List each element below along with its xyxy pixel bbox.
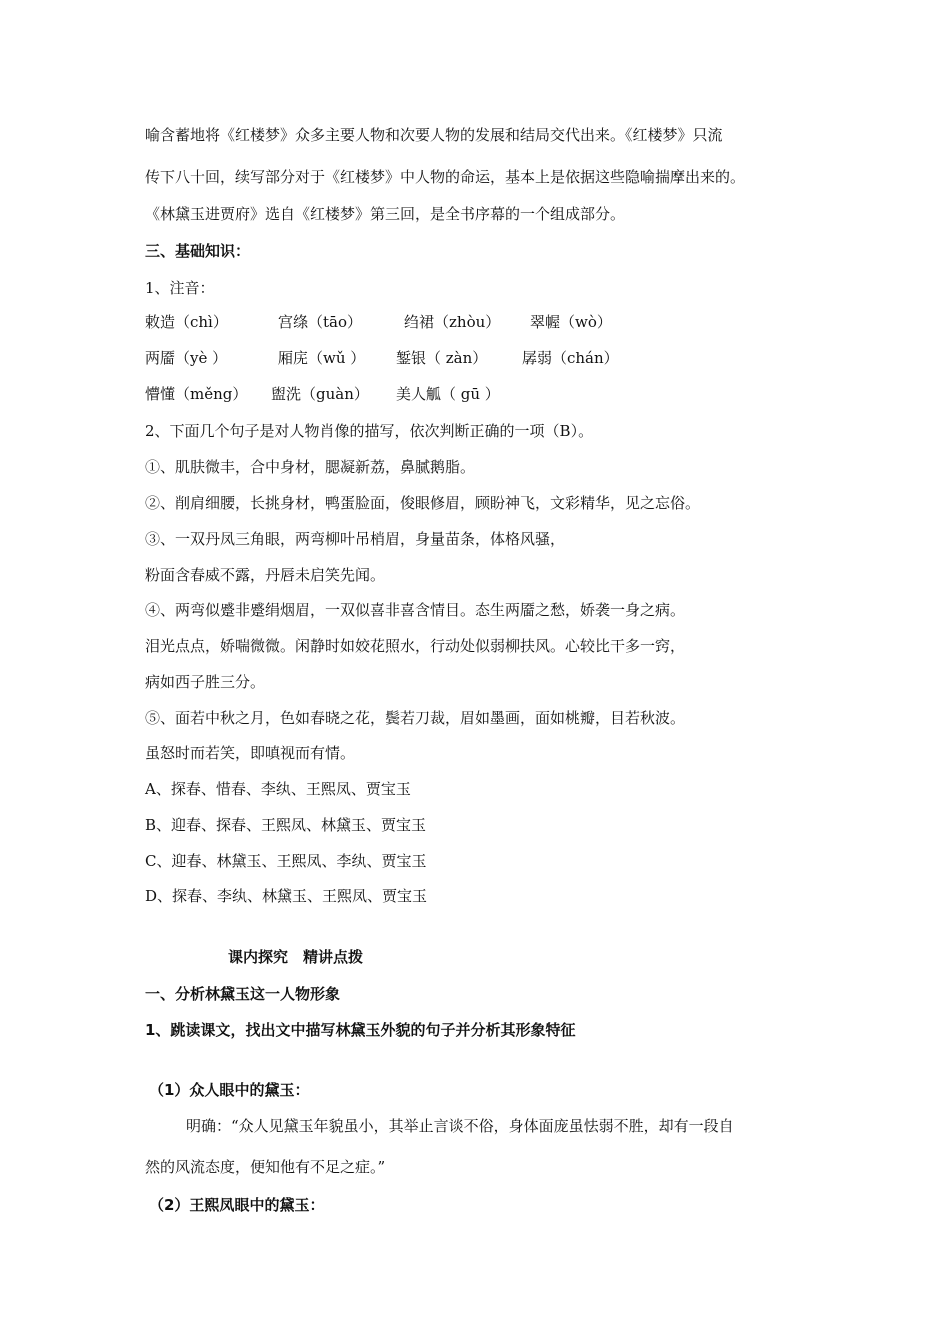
pinyin-item: 盥洗（guàn） [271,385,369,403]
task-heading: 1、跳读课文，找出文中描写林黛玉外貌的句子并分析其形象特征 [145,1021,576,1039]
sub-heading-2: （2）王熙凤眼中的黛玉： [149,1196,325,1214]
basics-heading: 三、基础知识： [145,242,251,260]
option-b: B、迎春、探春、王熙凤、林黛玉、贾宝玉 [145,816,427,834]
answer-line: 明确：“众人见黛玉年貌虽小，其举止言谈不俗，身体面庞虽怯弱不胜，却有一段自 [186,1117,734,1135]
pinyin-item: 美人觚（ gū ） [396,385,500,403]
description-line: ①、肌肤微丰，合中身材，腮凝新荔，鼻腻鹅脂。 [145,458,476,476]
pinyin-item: 宫绦（tāo） [278,313,363,331]
question-2: 2、下面几个句子是对人物肖像的描写，依次判断正确的一项（B）。 [145,422,594,440]
pinyin-item: 翠幄（wò） [530,313,612,331]
option-c: C、迎春、林黛玉、王熙凤、李纨、贾宝玉 [145,852,427,870]
description-line: ②、削肩细腰，长挑身材，鸭蛋脸面，俊眼修眉，顾盼神飞，文彩精华，见之忘俗。 [145,494,701,512]
answer-line: 然的风流态度，便知他有不足之症。” [145,1158,386,1176]
description-line: 泪光点点，娇喘微微。闲静时如姣花照水，行动处似弱柳扶风。心较比干多一窍， [145,637,686,655]
intro-line-3: 《林黛玉进贾府》选自《红楼梦》第三回，是全书序幕的一个组成部分。 [145,205,626,223]
intro-line-2: 传下八十回，续写部分对于《红楼梦》中人物的命运，基本上是依据这些隐喻揣摩出来的。 [145,168,746,186]
pinyin-item: 錾银（ zàn） [396,349,488,367]
analysis-heading: 一、分析林黛玉这一人物形象 [145,985,341,1003]
option-a: A、探春、惜春、李纨、王熙凤、贾宝玉 [145,780,411,798]
sub-heading-1: （1）众人眼中的黛玉： [149,1081,310,1099]
intro-line-1: 喻含蓄地将《红楼梦》众多主要人物和次要人物的发展和结局交代出来。《红楼梦》只流 [145,126,723,144]
pinyin-item: 懵懂（měng） [145,385,248,403]
description-line: 虽怒时而若笑，即嗔视而有情。 [145,744,356,762]
pinyin-heading: 1、注音： [145,279,215,297]
description-line: 病如西子胜三分。 [145,673,266,691]
pinyin-item: 孱弱（chán） [522,349,619,367]
description-line: ④、两弯似蹙非蹙绢烟眉，一双似喜非喜含情目。态生两靥之愁，娇袭一身之病。 [145,601,686,619]
pinyin-item: 厢庑（wǔ ） [278,349,366,367]
pinyin-item: 绉裙（zhòu） [404,313,501,331]
description-line: 粉面含春威不露，丹唇未启笑先闻。 [145,566,386,584]
option-d: D、探春、李纨、林黛玉、王熙凤、贾宝玉 [145,887,428,905]
pinyin-item: 敕造（chì） [145,313,228,331]
description-line: ③、一双丹凤三角眼，两弯柳叶吊梢眉，身量苗条，体格风骚， [145,530,566,548]
pinyin-item: 两靥（yè ） [145,349,228,367]
section-title: 课内探究 精讲点拨 [228,948,364,966]
description-line: ⑤、面若中秋之月，色如春晓之花，鬓若刀裁，眉如墨画，面如桃瓣，目若秋波。 [145,709,686,727]
